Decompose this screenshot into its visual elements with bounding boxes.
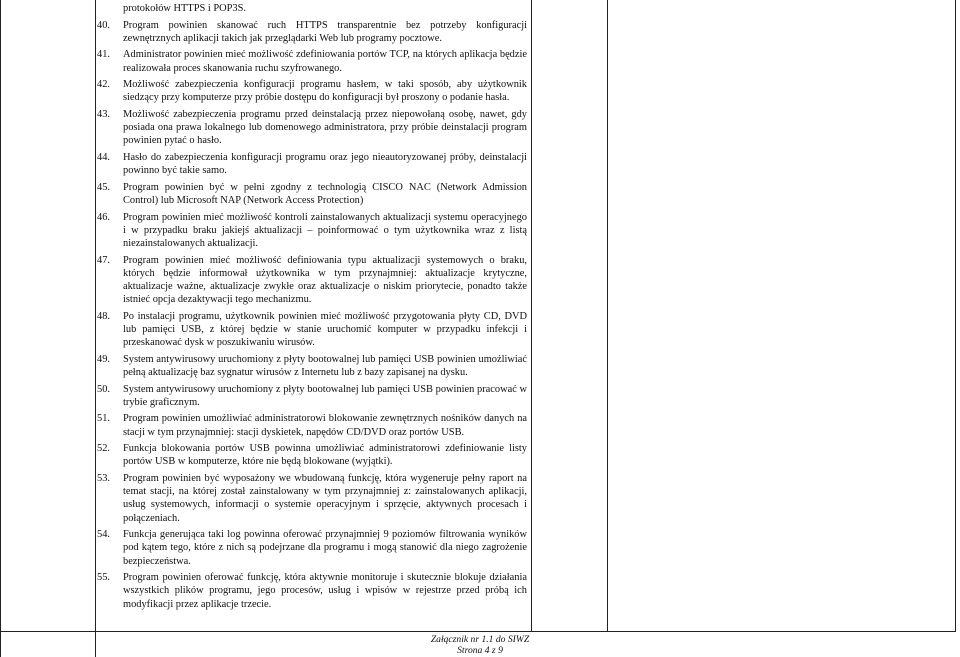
requirements-text xyxy=(97,2,527,611)
requirement-number: 42. xyxy=(97,79,110,91)
requirement-number: 43. xyxy=(97,108,110,120)
requirement-item xyxy=(97,254,527,307)
requirement-text: Program powinien skanować ruch HTTPS transparentnie bez potrzeby konfiguracji zewnętrznych aplikacji takich jak przeglądarki Web lub programy pocztowe. xyxy=(123,19,527,44)
requirement-text: Program powinien być wyposażony we wbudowaną funkcję, która wygeneruje pełny raport na temat stacji, na której został zainstalowany w tym przynajmniej z: zainstalowanych aplikacji, usług systemowych, informacji o systemie operacyjnym i sprzęcie, aktywnych procesach i połączeniach. xyxy=(123,472,527,524)
requirement-text: Program powinien być w pełni zgodny z technologią CISCO NAC (Network Admission Control) lub Microsoft NAP (Network Access Protection) xyxy=(123,181,527,206)
requirement-text: Funkcja blokowania portów USB powinna umożliwiać administratorowi zdefiniowanie listy portów USB w komputerze, które nie będą blokowane (wyjątki). xyxy=(123,443,527,468)
requirement-number: 44. xyxy=(97,151,110,163)
requirement-number: 40. xyxy=(97,19,110,31)
requirement-text: System antywirusowy uruchomiony z płyty bootowalnej lub pamięci USB powinien umożliwiać pełną aktualizację baz sygnatur wirusów z Internetu lub z bazy zapisanej na dysku. xyxy=(123,353,527,378)
requirements-list xyxy=(97,19,527,611)
requirement-item xyxy=(97,19,527,45)
requirement-number: 50. xyxy=(97,383,110,395)
requirement-number: 49. xyxy=(97,353,110,365)
requirement-item xyxy=(97,472,527,525)
requirement-number: 53. xyxy=(97,472,110,484)
requirement-item xyxy=(97,310,527,350)
requirement-text: System antywirusowy uruchomiony z płyty bootowalnej lub pamięci USB powinien pracować w trybie graficznym. xyxy=(123,383,527,408)
requirement-number: 52. xyxy=(97,443,110,455)
table-right-border xyxy=(955,0,956,631)
table-column-divider-right xyxy=(607,0,608,631)
requirement-number: 45. xyxy=(97,181,110,193)
table-bottom-border xyxy=(0,631,956,632)
requirement-item xyxy=(97,78,527,104)
requirement-text: Program powinien oferować funkcję, która aktywnie monitoruje i skutecznie blokuje działania wszystkich plików programu, jego procesów, usług i wpisów w rejestrze przed próbą ich modyfikacji przez aplikacje trzecie. xyxy=(123,572,527,610)
requirement-item xyxy=(97,442,527,468)
requirement-text: Możliwość zabezpieczenia programu przed deinstalacją przez niepowołaną osobę, nawet, gdy posiada ona prawa lokalnego lub domenowego administratora, przy próbie deinstalacji program powinien pytać o hasło. xyxy=(123,108,527,147)
table-column-divider-middle xyxy=(531,0,532,631)
requirement-text: Hasło do zabezpieczenia konfiguracji programu oraz jego nieautoryzowanej próby, deinstalacji powinno być takie samo. xyxy=(123,151,527,177)
requirement-number: 54. xyxy=(97,529,110,541)
requirement-text: Program powinien umożliwiać administratorowi blokowanie zewnętrznych nośników danych na stacji w tym przynajmniej: stacji dyskietek, napędów CD/DVD oraz portów USB. xyxy=(123,413,527,438)
requirement-number: 46. xyxy=(97,211,110,223)
requirement-item xyxy=(97,108,527,148)
requirement-item xyxy=(97,353,527,379)
requirement-item xyxy=(97,48,527,74)
footer-page-number: Strona 4 z 9 xyxy=(457,645,503,656)
requirement-item xyxy=(97,181,527,207)
requirement-text: Po instalacji programu, użytkownik powinien mieć możliwość przygotowania płyty CD, DVD lub pamięci USB, z której będzie w stanie uruchomić komputer w przypadku infekcji i przeskanować dysk w poszukiwaniu wirusów. xyxy=(123,310,527,349)
requirement-item xyxy=(97,383,527,409)
requirement-item xyxy=(97,151,527,177)
page-footer xyxy=(400,634,560,656)
requirement-number: 41. xyxy=(97,49,110,61)
requirement-text: Program powinien mieć możliwość kontroli zainstalowanych aktualizacji systemu operacyjnego i w przypadku braku jakiejś aktualizacji – poinformować o tym użytkownika wraz z listą niezainstalowanych aktualizacji. xyxy=(123,211,527,249)
requirement-text: Program powinien mieć możliwość definiowania typu aktualizacji systemowych o braku, których będzie informował użytkownika w tym przynajmniej: aktualizacje krytyczne, aktualizacje ważne, aktualizacje zwykłe oraz aktualizacje o niskim priorytecie, ponadto także istnieć opcja dezaktywacji tego mechanizmu. xyxy=(123,254,527,306)
requirement-item xyxy=(97,412,527,438)
requirement-number: 55. xyxy=(97,572,110,584)
requirement-number: 48. xyxy=(97,310,110,322)
requirement-number: 47. xyxy=(97,254,110,266)
intro-line: protokołów HTTPS i POP3S. xyxy=(123,3,246,14)
requirement-item xyxy=(97,211,527,251)
table-column-divider-left xyxy=(95,0,96,657)
requirement-text: Możliwość zabezpieczenia konfiguracji programu hasłem, w taki sposób, aby użytkownik siedzący przy komputerze przy próbie dostępu do konfiguracji był proszony o podanie hasła. xyxy=(123,79,527,104)
requirement-text: Funkcja generująca taki log powinna oferować przynajmniej 9 poziomów filtrowania wyników pod kątem tego, które z nich są podejrzane dla programu i mogą stanowić dla niego zagrożenie bezpieczeństwa. xyxy=(123,529,527,567)
requirement-text: Administrator powinien mieć możliwość zdefiniowania portów TCP, na których aplikacja będzie realizowała proces skanowania ruchu szyfrowanego. xyxy=(123,49,527,74)
requirement-number: 51. xyxy=(97,413,110,425)
footer-attachment-label: Załącznik nr 1.1 do SIWZ xyxy=(430,634,530,645)
requirement-item xyxy=(97,528,527,568)
table-left-border xyxy=(0,0,1,657)
requirement-item xyxy=(97,571,527,611)
